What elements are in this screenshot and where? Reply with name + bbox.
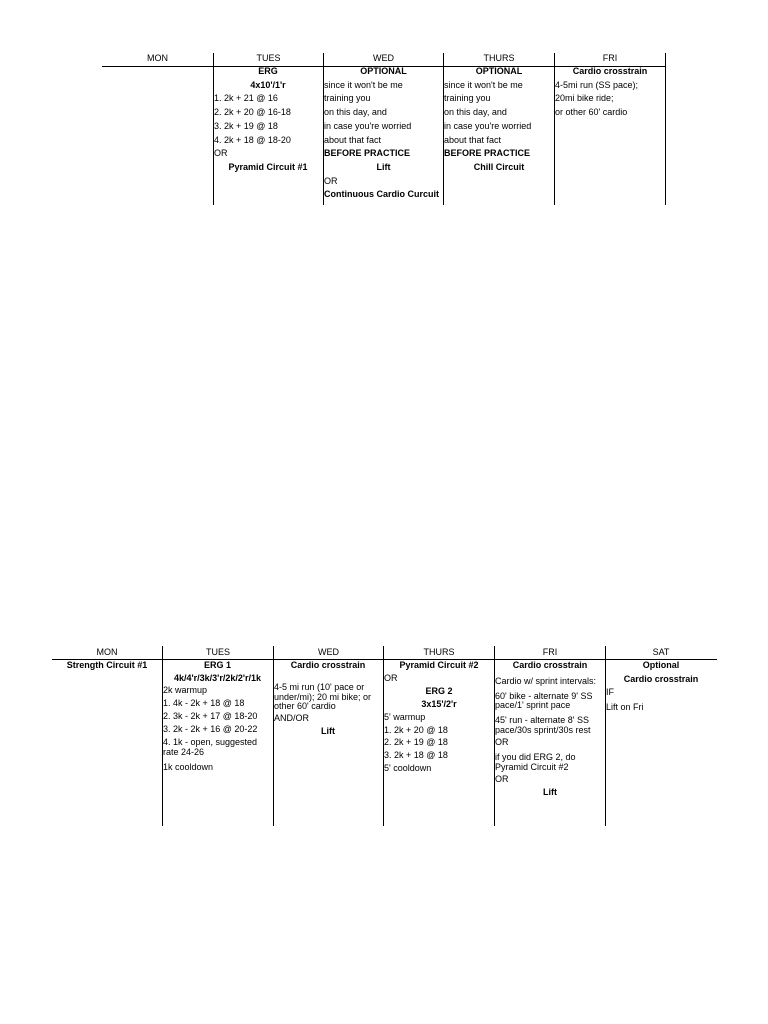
week1-tues-alt: Pyramid Circuit #1: [228, 161, 308, 172]
list-item: on this day, and: [324, 107, 387, 118]
week2-thurs-title: Pyramid Circuit #2: [399, 660, 479, 670]
week2-wed-desc: 4-5 mi run (10' pace or under/mi); 20 mi bike; or other 60' cardio: [274, 681, 372, 712]
list-item: 2k warmup: [163, 685, 208, 696]
week2-header-wed: WED: [318, 647, 339, 657]
list-item: 4. 2k + 18 @ 18-20: [214, 134, 291, 145]
week2-mon-cell: [52, 659, 162, 672]
week2-fri-intro: Cardio w/ sprint intervals:: [495, 675, 597, 686]
list-item: 2. 3k - 2k + 17 @ 18-20: [163, 710, 258, 721]
list-item: 2. 2k + 19 @ 18: [384, 737, 448, 748]
week1-header-wed: WED: [373, 53, 394, 63]
week1-col-divider: [665, 53, 666, 205]
list-item: 4-5mi run (SS pace);: [555, 79, 639, 90]
week2-header-sat: SAT: [652, 647, 670, 657]
week1-wed-alt: Continuous Cardio Curcuit: [324, 189, 439, 200]
week1-wed-before: BEFORE PRACTICE: [324, 148, 411, 159]
week2-sat-cond: Lift on Fri: [606, 702, 644, 713]
week1-thurs-title: OPTIONAL: [475, 66, 523, 76]
list-item: 5' cooldown: [384, 762, 432, 773]
list-item: 3. 2k + 18 @ 18: [384, 749, 448, 760]
list-item: 4. 1k - open, suggested rate 24-26: [163, 737, 258, 758]
week1-fri-title: Cardio crosstrain: [572, 66, 648, 76]
week2-wed-andor: AND/OR: [274, 713, 310, 724]
week2-tues-cell: [163, 659, 272, 774]
list-item: 3. 2k + 19 @ 18: [214, 120, 278, 131]
week2-fri-cell: [495, 659, 605, 798]
list-item: 1. 4k - 2k + 18 @ 18: [163, 698, 245, 709]
list-item: 1. 2k + 21 @ 16: [214, 93, 278, 104]
week2-fri-or2: OR: [495, 773, 509, 784]
week2-sat-cell: [606, 659, 716, 714]
list-item: 3. 2k - 2k + 16 @ 20-22: [163, 723, 258, 734]
week1-tues-or: OR: [214, 148, 228, 159]
week2-fri-or1: OR: [495, 736, 509, 747]
list-item: about that fact: [444, 134, 502, 145]
week1-header-thurs: THURS: [483, 53, 515, 63]
week1-header-fri: FRI: [602, 53, 618, 63]
week2-fri-run: 45' run - alternate 8' SS pace/30s sprint/30s rest: [495, 715, 591, 735]
week2-thurs-workout: 3x15'/2'r: [421, 699, 457, 710]
week1-wed-or: OR: [324, 175, 338, 186]
week2-wed-option: Lift: [321, 725, 335, 736]
week1-tues-title: ERG: [258, 66, 278, 76]
list-item: 1. 2k + 20 @ 18: [384, 724, 448, 735]
week2-fri-title: Cardio crosstrain: [512, 660, 588, 670]
week2-wed-cell: [274, 659, 382, 738]
week1-tues-workout: 4x10'/1'r: [250, 79, 286, 90]
list-item: since it won't be me: [444, 79, 523, 90]
list-item: 20mi bike ride;: [555, 93, 614, 104]
list-item: on this day, and: [444, 107, 507, 118]
week2-header-tues: TUES: [205, 647, 230, 657]
list-item: 2. 2k + 20 @ 16-18: [214, 107, 291, 118]
week2-sat-title: Optional: [642, 660, 680, 670]
week2-thurs-or: OR: [384, 672, 398, 683]
list-item: or other 60' cardio: [555, 107, 628, 118]
week2-fri-if: if you did ERG 2, do Pyramid Circuit #2: [495, 752, 576, 773]
week1-fri-cell: [555, 65, 665, 120]
week1-thurs-option: Chill Circuit: [473, 161, 525, 172]
list-item: training you: [444, 93, 491, 104]
list-item: training you: [324, 93, 371, 104]
week2-thurs-cell: [384, 659, 494, 774]
week1-wed-title: OPTIONAL: [360, 66, 407, 76]
week1-wed-cell: [324, 65, 443, 202]
week2-tues-title: ERG 1: [203, 660, 231, 670]
week2-tues-workout: 4k/4'r/3k/3'r/2k/2'r/1k: [174, 672, 261, 683]
week2-wed-title: Cardio crosstrain: [290, 660, 366, 670]
list-item: about that fact: [324, 134, 382, 145]
week2-sat-if: IF: [606, 687, 614, 698]
week1-tues-cell: [214, 65, 322, 175]
week2-mon-title: Strength Circuit #1: [66, 660, 148, 670]
week1-wed-option: Lift: [376, 161, 391, 172]
week1-header-tues: TUES: [256, 53, 281, 63]
list-item: 5' warmup: [384, 711, 426, 722]
week2-header-thurs: THURS: [423, 647, 455, 657]
list-item: in case you're worried: [324, 120, 412, 131]
week2-sat-subtitle: Cardio crosstrain: [623, 673, 699, 684]
week2-fri-option: Lift: [543, 786, 557, 797]
list-item: since it won't be me: [324, 79, 403, 90]
week2-fri-bike: 60' bike - alternate 9' SS pace/1' sprint pace: [495, 690, 593, 711]
list-item: in case you're worried: [444, 120, 532, 131]
week2-header-fri: FRI: [542, 647, 558, 657]
week1-thurs-before: BEFORE PRACTICE: [444, 148, 531, 159]
week2-header-mon: MON: [96, 647, 118, 657]
week1-header-mon: MON: [147, 53, 168, 63]
week2-thurs-erg: ERG 2: [425, 686, 453, 697]
list-item: 1k cooldown: [163, 761, 214, 772]
week1-thurs-cell: [444, 65, 554, 175]
